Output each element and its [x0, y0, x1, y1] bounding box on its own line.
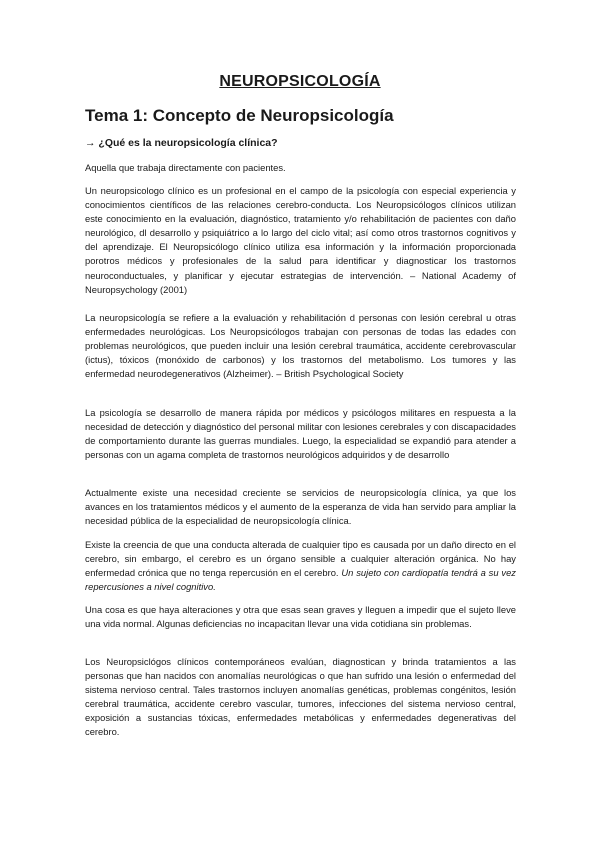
- paragraph-2: Un neuropsicologo clínico es un profesional en el campo de la psicología con especial experiencia y conocimientos científicos de las relaciones cerebro-conducta. Los Neuropsicólogos clínicos utilizan este conocimiento en la evaluación, diagnóstico, tratamiento y/o rehabilitación de pacientes con daño neurológico, dl desarrollo y psiquiátrico a lo largo del ciclo vital; así como otros trastornos cognitivos y del aprendizaje. El Neuropsicólogo clínico utiliza esa información y la información proporcionada porotros médicos y profesionales de la salud para identificar y diagnosticar los trastornos neuroconductuales, y planificar y ejecutar estrategias de intervención. – National Academy of Neuropsychology (2001): [85, 185, 516, 295]
- paragraph-6-text: Existe la creencia de que una conducta alterada de cualquier tipo es causada por un daño directo en el cerebro, sin embargo, el cerebro es un órgano sensible a cualquier alteración orgánica. No hay enfermedad crónica que no tenga repercusión en el cerebro.: [85, 539, 516, 579]
- section-heading: Tema 1: Concepto de Neuropsicología: [85, 106, 394, 125]
- document-title: NEUROPSICOLOGÍA: [219, 73, 381, 90]
- paragraph-8: Los Neuropsiclógos clínicos contemporáneos evalúan, diagnostican y brinda tratamientos a las personas que han nacidos con anomalías neurológicas o que han sufrido una lesión o enfermedad del sistema nervioso central. Tales trastornos incluyen anomalías genéticas, problemas congénitos, lesión cerebral traumática, accidente cerebro vascular, tumores, infecciones del sistema nervioso central, exposición a sustancias tóxicas, enfermedades metabólicas y enfermedades degenerativas del cerebro.: [85, 656, 516, 738]
- paragraph-1: Aquella que trabaja directamente con pacientes.: [85, 162, 286, 173]
- paragraph-3: La neuropsicología se refiere a la evaluación y rehabilitación d personas con lesión cerebral u otras enfermedades neurológicas. Los Neuropsicólogos trabajan con personas de todas las edades con problemas neurológicos, que pueden incluir una lesión cerebral traumática, accidente cerebrovascular (ictus), tóxicos (monóxido de carbonos) y los trastornos del metabolismo. Los tumores y las enfermedad neurodegenerativos (Alzheimer). – British Psychological Society: [85, 312, 516, 380]
- question-heading: → ¿Qué es la neuropsicología clínica?: [85, 137, 278, 149]
- paragraph-6-italic: Un sujeto con cardiopatía tendrá a su vez repercusiones a nivel cognitivo.: [85, 567, 516, 593]
- paragraph-6: [85, 538, 516, 594]
- paragraph-7: Una cosa es que haya alteraciones y otra que esas sean graves y lleguen a impedir que el sujeto lleve una vida normal. Algunas deficiencias no incapacitan llevar una vida cotidiana sin problemas.: [85, 604, 516, 630]
- paragraph-5: Actualmente existe una necesidad creciente se servicios de neuropsicología clínica, ya que los avances en los tratamientos médicos y el aumento de la esperanza de vida han servido para ampliar la necesidad pública de la especialidad de neuropsicología clínica.: [85, 487, 516, 527]
- paragraph-4: La psicología se desarrollo de manera rápida por médicos y psicólogos militares en respuesta a la necesidad de detección y diagnóstico del personal militar con lesiones cerebrales y con discapacidades de comportamiento durante las guerras mundiales. Luego, la especialidad se expandió para atender a personas con un agama completa de trastornos neurológicos adquiridos y de desarrollo: [85, 407, 516, 461]
